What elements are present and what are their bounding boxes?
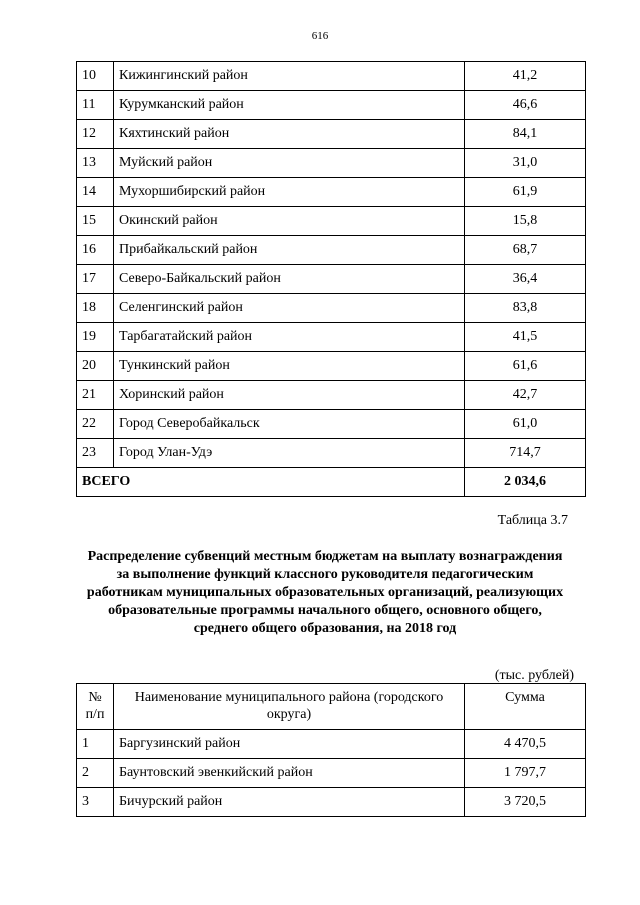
- row-sum: 1 797,7: [465, 759, 586, 788]
- row-number: 18: [77, 294, 114, 323]
- total-sum: 2 034,6: [465, 468, 586, 497]
- row-sum: 84,1: [465, 120, 586, 149]
- row-number: 14: [77, 178, 114, 207]
- row-name: Селенгинский район: [114, 294, 465, 323]
- row-number: 22: [77, 410, 114, 439]
- subvention-table: [76, 683, 586, 817]
- row-sum: 61,9: [465, 178, 586, 207]
- row-sum: 61,0: [465, 410, 586, 439]
- row-sum: 46,6: [465, 91, 586, 120]
- row-sum: 15,8: [465, 207, 586, 236]
- row-number: 21: [77, 381, 114, 410]
- row-number: 12: [77, 120, 114, 149]
- table-title: Распределение субвенций местным бюджетам на выплату вознаграждения за выполнение функций классного руководителя педагогическим работникам муниципальных образовательных организаций, реализующих образовательные программы начального общего, основного общего, среднего общего образования, на 2018 год: [86, 549, 564, 636]
- table-row: [77, 91, 586, 120]
- row-name: Муйский район: [114, 149, 465, 178]
- table-row: [77, 294, 586, 323]
- row-number: 23: [77, 439, 114, 468]
- total-row: [77, 468, 586, 497]
- row-number: 2: [77, 759, 114, 788]
- row-sum: 68,7: [465, 236, 586, 265]
- allocation-table-body: [77, 62, 586, 497]
- row-number: 15: [77, 207, 114, 236]
- row-name: Тункинский район: [114, 352, 465, 381]
- row-name: Окинский район: [114, 207, 465, 236]
- row-sum: 714,7: [465, 439, 586, 468]
- table-row: [77, 352, 586, 381]
- row-sum: 42,7: [465, 381, 586, 410]
- row-name: Северо-Байкальский район: [114, 265, 465, 294]
- allocation-table-continued: [76, 61, 586, 497]
- header-sum: Сумма: [465, 684, 586, 730]
- page-number: 616: [311, 30, 329, 42]
- row-sum: 36,4: [465, 265, 586, 294]
- row-number: 3: [77, 788, 114, 817]
- row-sum: 3 720,5: [465, 788, 586, 817]
- row-number: 13: [77, 149, 114, 178]
- table-row: [77, 62, 586, 91]
- row-name: Баргузинский район: [114, 730, 465, 759]
- table-caption: Таблица 3.7: [497, 513, 568, 528]
- row-sum: 41,2: [465, 62, 586, 91]
- table-row: [77, 149, 586, 178]
- table-row: [77, 178, 586, 207]
- row-number: 19: [77, 323, 114, 352]
- table-row: [77, 236, 586, 265]
- row-number: 16: [77, 236, 114, 265]
- row-name: Прибайкальский район: [114, 236, 465, 265]
- row-number: 17: [77, 265, 114, 294]
- header-name: Наименование муниципального района (городского округа): [114, 684, 465, 730]
- subvention-table-body: [77, 684, 586, 817]
- header-number: № п/п: [77, 684, 114, 730]
- row-name: Кижингинский район: [114, 62, 465, 91]
- table-row: [77, 323, 586, 352]
- table-row: [77, 120, 586, 149]
- row-name: Курумканский район: [114, 91, 465, 120]
- table-row: [77, 381, 586, 410]
- table-row: [77, 207, 586, 236]
- units-label: (тыс. рублей): [494, 668, 574, 683]
- row-sum: 41,5: [465, 323, 586, 352]
- row-number: 10: [77, 62, 114, 91]
- total-label: ВСЕГО: [77, 468, 465, 497]
- row-sum: 83,8: [465, 294, 586, 323]
- row-name: Хоринский район: [114, 381, 465, 410]
- row-name: Мухоршибирский район: [114, 178, 465, 207]
- row-number: 11: [77, 91, 114, 120]
- table-row: [77, 788, 586, 817]
- table-header-row: [77, 684, 586, 730]
- row-name: Город Улан-Удэ: [114, 439, 465, 468]
- table-row: [77, 730, 586, 759]
- row-name: Кяхтинский район: [114, 120, 465, 149]
- row-name: Город Северобайкальск: [114, 410, 465, 439]
- row-name: Тарбагатайский район: [114, 323, 465, 352]
- row-number: 1: [77, 730, 114, 759]
- row-name: Баунтовский эвенкийский район: [114, 759, 465, 788]
- row-name: Бичурский район: [114, 788, 465, 817]
- table-row: [77, 439, 586, 468]
- table-row: [77, 265, 586, 294]
- row-sum: 31,0: [465, 149, 586, 178]
- row-sum: 61,6: [465, 352, 586, 381]
- row-sum: 4 470,5: [465, 730, 586, 759]
- table-row: [77, 410, 586, 439]
- row-number: 20: [77, 352, 114, 381]
- table-row: [77, 759, 586, 788]
